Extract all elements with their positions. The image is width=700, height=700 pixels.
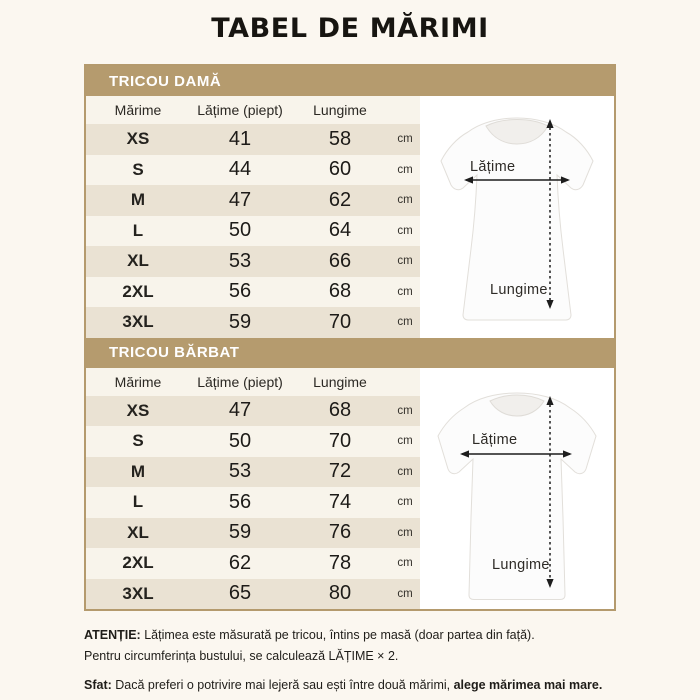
men-table-header <box>86 368 420 396</box>
tip-label: Sfat: <box>84 678 112 692</box>
table-row <box>86 185 420 216</box>
women-table-header <box>86 96 420 124</box>
section-men-heading <box>86 338 614 368</box>
length-cell: 76 <box>328 521 352 544</box>
length-label: Lungime <box>490 282 548 298</box>
table-row <box>86 457 420 488</box>
table-row <box>86 246 420 277</box>
size-cell: XS <box>126 400 150 420</box>
section-men <box>86 338 614 610</box>
attention-label: ATENȚIE: <box>84 628 141 642</box>
size-chart-panel <box>84 64 616 611</box>
attention-note-line1 <box>84 625 684 646</box>
length-cell: 62 <box>328 188 352 211</box>
attention-note-line2 <box>84 646 684 667</box>
width-cell: 59 <box>228 310 252 333</box>
unit-cell: cm <box>397 496 413 509</box>
length-cell: 78 <box>328 551 352 574</box>
men-size-table <box>86 368 420 610</box>
length-cell: 66 <box>328 249 352 272</box>
size-cell: S <box>132 431 144 451</box>
column-header-length: Lungime <box>313 373 367 390</box>
width-label: Lățime <box>472 431 518 448</box>
length-cell: 60 <box>328 158 352 181</box>
size-cell: L <box>132 492 144 512</box>
width-cell: 59 <box>228 521 252 544</box>
width-label: Lățime <box>470 159 516 175</box>
tshirt-diagram-men <box>420 368 614 610</box>
size-cell: S <box>132 159 144 179</box>
notes <box>84 625 684 696</box>
width-cell: 62 <box>228 551 252 574</box>
size-cell: L <box>132 220 144 240</box>
table-row <box>86 579 420 610</box>
width-cell: 41 <box>228 127 252 150</box>
length-cell: 70 <box>328 429 352 452</box>
section-women-heading-label: TRICOU DAMĂ <box>109 72 222 90</box>
width-cell: 50 <box>228 429 252 452</box>
length-cell: 68 <box>328 280 352 303</box>
table-row <box>86 216 420 247</box>
unit-cell: cm <box>397 587 413 600</box>
column-header-length: Lungime <box>313 102 367 118</box>
column-header-width: Lățime (piept) <box>197 102 283 118</box>
table-row <box>86 277 420 308</box>
section-men-heading-label: TRICOU BĂRBAT <box>109 344 240 361</box>
width-cell: 56 <box>228 280 252 303</box>
unit-cell: cm <box>397 194 413 207</box>
size-cell: XL <box>127 522 149 542</box>
section-women-heading <box>86 66 614 96</box>
size-cell: XS <box>126 129 150 149</box>
unit-cell: cm <box>397 224 413 237</box>
unit-cell: cm <box>397 133 413 146</box>
unit-cell: cm <box>397 465 413 478</box>
table-row <box>86 518 420 549</box>
length-cell: 80 <box>328 582 352 605</box>
attention-text: Lățimea este măsurată pe tricou, întins pe masă (doar partea din față). <box>144 628 535 642</box>
length-cell: 72 <box>328 460 352 483</box>
width-cell: 53 <box>228 460 252 483</box>
length-cell: 64 <box>328 219 352 242</box>
tip-note <box>84 675 684 696</box>
size-cell: 3XL <box>122 583 154 603</box>
table-row <box>86 487 420 518</box>
unit-cell: cm <box>397 435 413 448</box>
width-cell: 44 <box>228 158 252 181</box>
size-cell: XL <box>127 251 149 271</box>
tshirt-women-image <box>420 96 614 337</box>
unit-cell: cm <box>397 526 413 539</box>
unit-cell: cm <box>397 163 413 176</box>
table-row <box>86 124 420 155</box>
size-cell: 2XL <box>122 281 154 301</box>
attention-text2: Pentru circumferința bustului, se calculează LĂȚIME × 2. <box>84 649 399 663</box>
tshirt-diagram-women <box>420 96 614 338</box>
width-cell: 65 <box>228 582 252 605</box>
length-cell: 74 <box>328 490 352 513</box>
length-cell: 68 <box>328 399 352 422</box>
length-label: Lungime <box>492 556 550 573</box>
women-size-table <box>86 96 420 338</box>
size-cell: M <box>130 461 146 481</box>
width-cell: 50 <box>228 219 252 242</box>
table-row <box>86 396 420 427</box>
unit-cell: cm <box>397 285 413 298</box>
width-cell: 47 <box>228 399 252 422</box>
section-women <box>86 66 614 338</box>
table-row <box>86 155 420 186</box>
size-cell: M <box>130 190 146 210</box>
unit-cell: cm <box>397 316 413 329</box>
column-header-width: Lățime (piept) <box>197 373 283 390</box>
length-cell: 58 <box>328 127 352 150</box>
column-header-size: Mărime <box>114 102 162 118</box>
unit-cell: cm <box>397 557 413 570</box>
unit-cell: cm <box>397 255 413 268</box>
column-header-size: Mărime <box>114 373 162 390</box>
unit-cell: cm <box>397 404 413 417</box>
width-cell: 47 <box>228 188 252 211</box>
width-cell: 53 <box>228 249 252 272</box>
table-row <box>86 426 420 457</box>
table-row <box>86 548 420 579</box>
length-cell: 70 <box>328 310 352 333</box>
table-row <box>86 307 420 338</box>
tip-bold-text: alege mărimea mai mare. <box>453 678 603 692</box>
size-cell: 2XL <box>122 553 154 573</box>
size-cell: 3XL <box>122 312 154 332</box>
page-title: TABEL DE MĂRIMI <box>211 13 489 44</box>
width-cell: 56 <box>228 490 252 513</box>
tip-text: Dacă preferi o potrivire mai lejeră sau ești între două mărimi, <box>115 678 451 692</box>
